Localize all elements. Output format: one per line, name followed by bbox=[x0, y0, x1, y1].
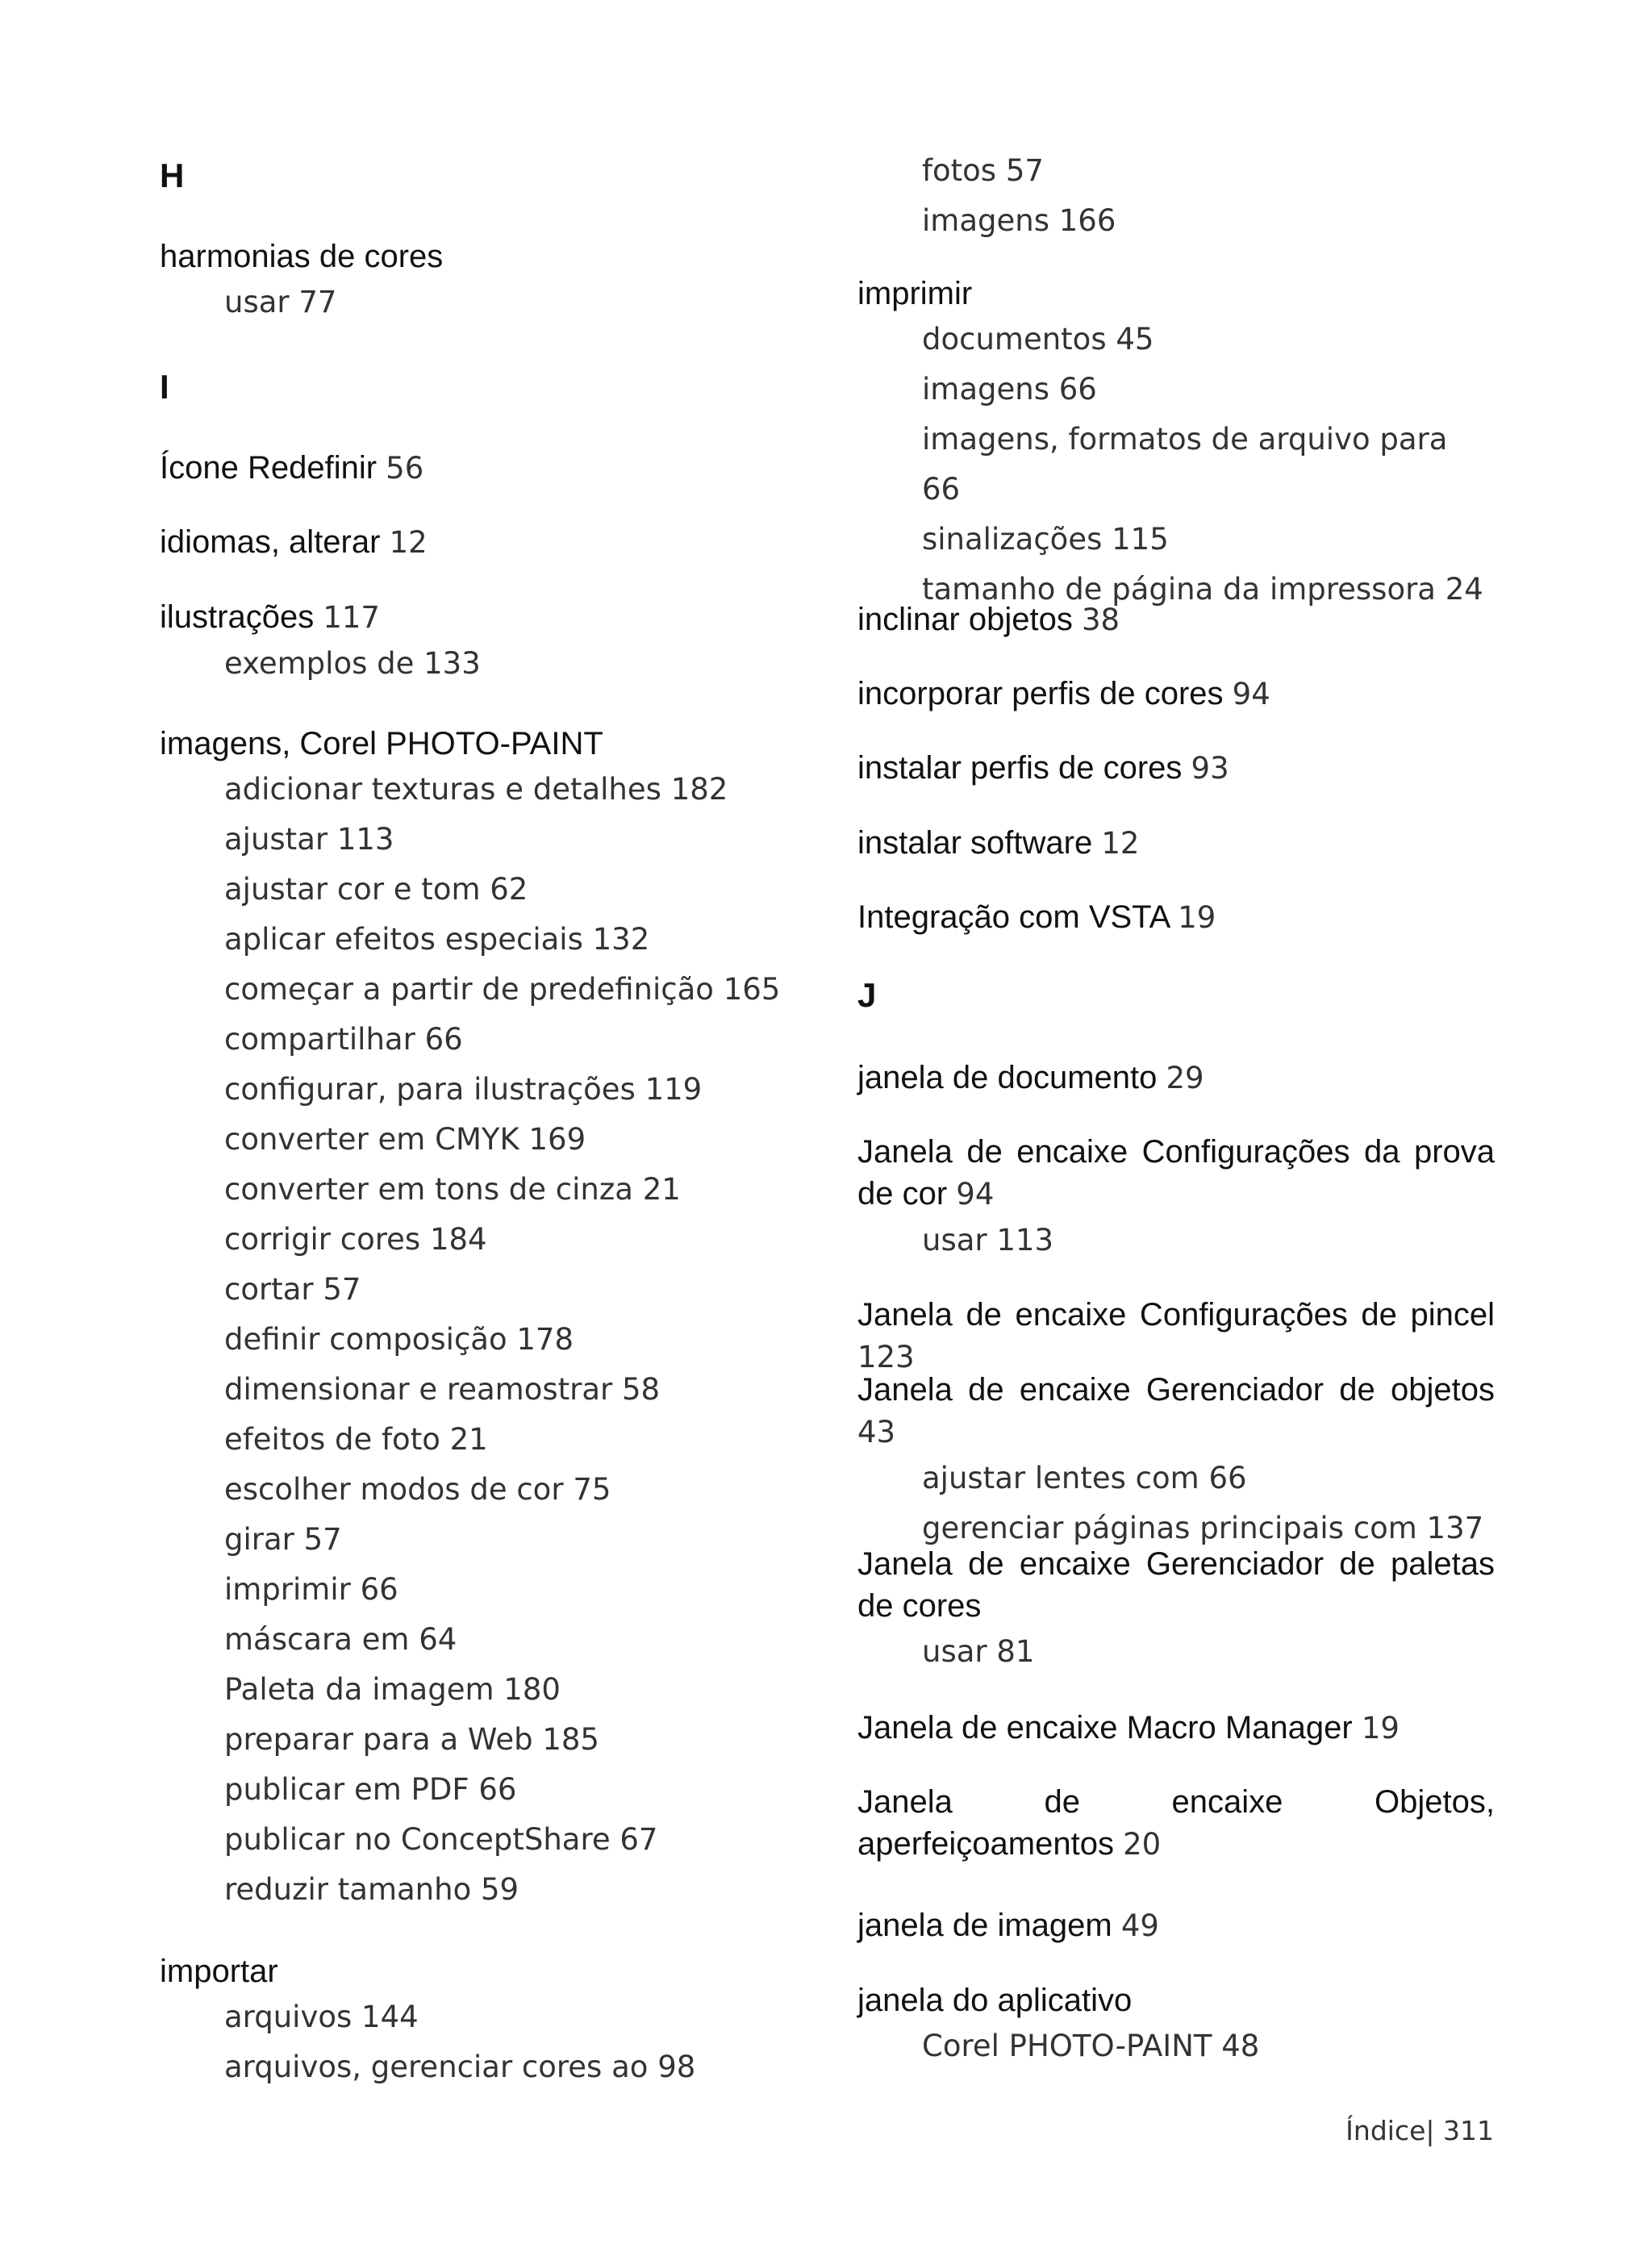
page-ref: 94 bbox=[1232, 677, 1270, 711]
index-term bbox=[857, 1369, 1495, 1453]
page-ref: 66 bbox=[478, 1772, 517, 1807]
index-subentry bbox=[857, 415, 1495, 515]
index-term bbox=[857, 1543, 1495, 1627]
index-subentry bbox=[160, 865, 813, 915]
index-term bbox=[160, 1950, 813, 1992]
index-subentry bbox=[160, 1065, 813, 1115]
subentry-text: preparar para a Web bbox=[224, 1722, 533, 1757]
subentry-text: adicionar texturas e detalhes bbox=[224, 772, 661, 807]
index-subentry bbox=[160, 1215, 813, 1265]
subentry-text: reduzir tamanho bbox=[224, 1872, 472, 1907]
subentry-text: exemplos de bbox=[224, 646, 415, 681]
page-ref: 75 bbox=[573, 1472, 611, 1507]
subentry-text: ajustar cor e tom bbox=[224, 872, 481, 907]
page-ref: 123 bbox=[857, 1340, 915, 1374]
page-ref: 21 bbox=[642, 1172, 681, 1207]
subentry-text: escolher modos de cor bbox=[224, 1472, 564, 1507]
subentry-text: Paleta da imagem bbox=[224, 1672, 494, 1707]
index-term bbox=[160, 236, 813, 277]
index-subentry bbox=[857, 2021, 1495, 2071]
page-ref: 19 bbox=[1178, 900, 1216, 935]
subentry-text: definir composição bbox=[224, 1322, 507, 1357]
page-ref: 117 bbox=[323, 600, 380, 635]
index-entry bbox=[857, 1131, 1495, 1266]
section-letter: H bbox=[160, 156, 185, 194]
page-ref: 20 bbox=[1123, 1827, 1162, 1862]
page-ref: 66 bbox=[1058, 372, 1097, 407]
term-text: incorporar perfis de cores bbox=[857, 676, 1224, 711]
index-term bbox=[857, 598, 1495, 641]
term-text: Janela de encaixe Objetos, aperfeiçoamentos bbox=[857, 1784, 1495, 1862]
page-ref: 178 bbox=[516, 1322, 574, 1357]
page-ref: 66 bbox=[360, 1572, 398, 1607]
subentry-text: usar bbox=[922, 1223, 987, 1257]
index-subentry bbox=[160, 1315, 813, 1365]
subentry-text: efeitos de foto bbox=[224, 1422, 440, 1457]
index-entry bbox=[857, 1707, 1495, 1750]
page-ref: 144 bbox=[361, 2000, 419, 2034]
index-subentry bbox=[160, 1465, 813, 1515]
index-term bbox=[857, 1057, 1495, 1099]
index-entry bbox=[857, 598, 1495, 641]
page-ref: 119 bbox=[645, 1072, 703, 1107]
index-entry bbox=[160, 236, 813, 327]
index-subentry bbox=[160, 1815, 813, 1865]
index-subentry bbox=[160, 1115, 813, 1165]
index-subentry bbox=[160, 277, 813, 327]
index-entry bbox=[857, 1904, 1495, 1947]
subentry-text: arquivos bbox=[224, 2000, 353, 2034]
index-subentry bbox=[160, 1265, 813, 1315]
page-ref: 132 bbox=[592, 922, 650, 957]
subentry-text: máscara em bbox=[224, 1622, 410, 1657]
term-text: instalar perfis de cores bbox=[857, 750, 1183, 786]
index-subentry bbox=[857, 1453, 1495, 1504]
footer-label: Índice| bbox=[1345, 2115, 1435, 2146]
page-ref: 98 bbox=[657, 2050, 696, 2084]
term-text: importar bbox=[160, 1954, 278, 1989]
index-term bbox=[857, 747, 1495, 790]
index-subentry bbox=[160, 1992, 813, 2042]
page-ref: 66 bbox=[922, 472, 961, 507]
subentry-text: Corel PHOTO-PAINT bbox=[922, 2029, 1212, 2063]
page-number: 311 bbox=[1443, 2115, 1494, 2146]
index-entry bbox=[160, 596, 813, 689]
index-subentry bbox=[857, 1216, 1495, 1266]
subentry-text: cortar bbox=[224, 1272, 314, 1307]
subentry-text: imagens bbox=[922, 203, 1049, 238]
index-term bbox=[160, 723, 813, 765]
page-ref: 62 bbox=[490, 872, 528, 907]
page-ref: 77 bbox=[298, 285, 337, 319]
page-ref: 113 bbox=[336, 822, 394, 857]
term-text: instalar software bbox=[857, 825, 1093, 861]
index-subentry bbox=[160, 639, 813, 689]
index-term bbox=[857, 1781, 1495, 1866]
index-subentry bbox=[160, 765, 813, 815]
index-entry bbox=[857, 1294, 1495, 1378]
page-ref: 133 bbox=[423, 646, 481, 681]
term-text: janela do aplicativo bbox=[857, 1983, 1133, 2018]
page-ref: 93 bbox=[1191, 751, 1229, 786]
subentry-text: imagens, formatos de arquivo para bbox=[922, 422, 1448, 457]
page-ref: 29 bbox=[1166, 1061, 1204, 1095]
index-term bbox=[857, 1707, 1495, 1750]
subentry-text: arquivos, gerenciar cores ao bbox=[224, 2050, 649, 2084]
index-subentry bbox=[857, 315, 1495, 365]
subentry-text: imagens bbox=[922, 372, 1049, 407]
index-entry bbox=[160, 1950, 813, 2092]
index-entry bbox=[160, 723, 813, 1915]
term-text: inclinar objetos bbox=[857, 602, 1073, 637]
section-letter: I bbox=[160, 368, 169, 406]
subentry-text: publicar no ConceptShare bbox=[224, 1822, 611, 1857]
term-text: janela de documento bbox=[857, 1060, 1158, 1095]
page-ref: 12 bbox=[389, 525, 428, 560]
term-text: idiomas, alterar bbox=[160, 524, 381, 560]
page-ref: 64 bbox=[419, 1622, 457, 1657]
page-ref: 180 bbox=[503, 1672, 561, 1707]
page-ref: 45 bbox=[1116, 322, 1154, 357]
index-term bbox=[857, 822, 1495, 865]
index-subentry bbox=[160, 915, 813, 965]
page-ref: 57 bbox=[303, 1522, 342, 1557]
page-ref: 113 bbox=[996, 1223, 1054, 1257]
subentry-text: imprimir bbox=[224, 1572, 351, 1607]
index-subentry bbox=[857, 1627, 1495, 1677]
index-subentry bbox=[160, 1365, 813, 1415]
index-entry bbox=[857, 747, 1495, 790]
index-subentry bbox=[160, 1615, 813, 1665]
page-ref: 165 bbox=[723, 972, 781, 1007]
index-term bbox=[857, 896, 1495, 939]
term-text: Integração com VSTA bbox=[857, 899, 1170, 935]
index-subentry bbox=[857, 365, 1495, 415]
term-text: ilustrações bbox=[160, 599, 315, 635]
index-subentry bbox=[160, 1415, 813, 1465]
term-text: Janela de encaixe Macro Manager bbox=[857, 1710, 1353, 1745]
page-ref: 66 bbox=[424, 1022, 463, 1057]
subentry-text: girar bbox=[224, 1522, 294, 1557]
page-ref: 94 bbox=[956, 1177, 995, 1212]
index-subentry bbox=[160, 1015, 813, 1065]
term-text: Janela de encaixe Gerenciador de paletas de cores bbox=[857, 1546, 1495, 1624]
index-entry bbox=[160, 447, 813, 490]
subentry-text: aplicar efeitos especiais bbox=[224, 922, 583, 957]
subentry-text: publicar em PDF bbox=[224, 1772, 469, 1807]
page-ref: 12 bbox=[1101, 826, 1140, 861]
term-text: harmonias de cores bbox=[160, 239, 444, 274]
index-subentry bbox=[160, 965, 813, 1015]
page-ref: 48 bbox=[1221, 2029, 1260, 2063]
page-ref: 115 bbox=[1112, 522, 1169, 557]
subentry-text: gerenciar páginas principais com bbox=[922, 1511, 1417, 1545]
index-entry bbox=[857, 1979, 1495, 2071]
page-ref: 21 bbox=[449, 1422, 488, 1457]
index-entry bbox=[857, 1781, 1495, 1866]
index-subentry bbox=[857, 196, 1495, 246]
subentry-text: converter em CMYK bbox=[224, 1122, 519, 1157]
index-subentry bbox=[160, 1865, 813, 1915]
subentry-text: configurar, para ilustrações bbox=[224, 1072, 636, 1107]
index-entry bbox=[857, 822, 1495, 865]
subentry-text: usar bbox=[922, 1634, 987, 1669]
index-subentry bbox=[160, 2042, 813, 2092]
page-ref: 56 bbox=[386, 451, 424, 486]
index-entry bbox=[857, 1369, 1495, 1554]
page-footer bbox=[1345, 2115, 1494, 2146]
page-ref: 59 bbox=[480, 1872, 519, 1907]
index-term bbox=[857, 273, 1495, 315]
index-subentry bbox=[160, 815, 813, 865]
page-ref: 81 bbox=[996, 1634, 1035, 1669]
index-term bbox=[857, 1904, 1495, 1947]
page-ref: 49 bbox=[1120, 1908, 1159, 1943]
page-ref: 67 bbox=[620, 1822, 658, 1857]
page-ref: 182 bbox=[670, 772, 728, 807]
index-term bbox=[857, 1131, 1495, 1216]
index-term bbox=[160, 521, 813, 564]
page-ref: 19 bbox=[1361, 1711, 1400, 1745]
page-ref: 24 bbox=[1445, 572, 1483, 607]
index-entry bbox=[160, 521, 813, 564]
index-subentry bbox=[160, 1565, 813, 1615]
page-ref: 169 bbox=[528, 1122, 586, 1157]
subentry-text: sinalizações bbox=[922, 522, 1103, 557]
page-ref: 185 bbox=[542, 1722, 599, 1757]
subentry-text: começar a partir de predefinição bbox=[224, 972, 714, 1007]
subentry-text: dimensionar e reamostrar bbox=[224, 1372, 613, 1407]
page-ref: 137 bbox=[1426, 1511, 1484, 1545]
page-ref: 38 bbox=[1081, 603, 1120, 637]
page-ref: 58 bbox=[622, 1372, 661, 1407]
term-text: janela de imagem bbox=[857, 1908, 1112, 1943]
index-entry bbox=[857, 273, 1495, 615]
page-ref: 184 bbox=[429, 1222, 487, 1257]
index-subentry bbox=[857, 146, 1495, 196]
subentry-text: usar bbox=[224, 285, 290, 319]
index-subentry bbox=[160, 1165, 813, 1215]
term-text: Janela de encaixe Configurações de pincel bbox=[857, 1297, 1495, 1333]
section-letter: J bbox=[857, 976, 877, 1014]
index-subentry bbox=[857, 515, 1495, 565]
term-text: Ícone Redefinir bbox=[160, 450, 378, 486]
index-term bbox=[857, 673, 1495, 715]
term-text: Janela de encaixe Gerenciador de objetos bbox=[857, 1372, 1495, 1408]
subentry-text: fotos bbox=[922, 153, 997, 188]
index-entry bbox=[857, 896, 1495, 939]
page-ref: 166 bbox=[1058, 203, 1116, 238]
term-text: imprimir bbox=[857, 276, 973, 311]
index-term bbox=[160, 447, 813, 490]
term-text: imagens, Corel PHOTO-PAINT bbox=[160, 726, 603, 761]
index-subentry bbox=[160, 1715, 813, 1765]
index-entry bbox=[857, 1543, 1495, 1677]
subentry-text: ajustar lentes com bbox=[922, 1461, 1199, 1495]
index-entry bbox=[857, 1057, 1495, 1099]
index-subentry bbox=[160, 1765, 813, 1815]
subentry-text: documentos bbox=[922, 322, 1107, 357]
page-ref: 57 bbox=[323, 1272, 361, 1307]
index-term bbox=[857, 1294, 1495, 1378]
subentry-text: corrigir cores bbox=[224, 1222, 421, 1257]
index-term bbox=[857, 1979, 1495, 2021]
subentry-text: converter em tons de cinza bbox=[224, 1172, 633, 1207]
subentry-text: compartilhar bbox=[224, 1022, 415, 1057]
index-subentry bbox=[160, 1665, 813, 1715]
subentry-text: tamanho de página da impressora bbox=[922, 572, 1436, 607]
index-subentry bbox=[160, 1515, 813, 1565]
subentry-text: ajustar bbox=[224, 822, 328, 857]
page-ref: 66 bbox=[1208, 1461, 1247, 1495]
term-text: Janela de encaixe Configurações da prova de cor bbox=[857, 1134, 1495, 1212]
index-entry bbox=[857, 146, 1495, 246]
index-term bbox=[160, 596, 813, 639]
page-ref: 43 bbox=[857, 1415, 896, 1449]
page-ref: 57 bbox=[1005, 153, 1044, 188]
index-entry bbox=[857, 673, 1495, 715]
